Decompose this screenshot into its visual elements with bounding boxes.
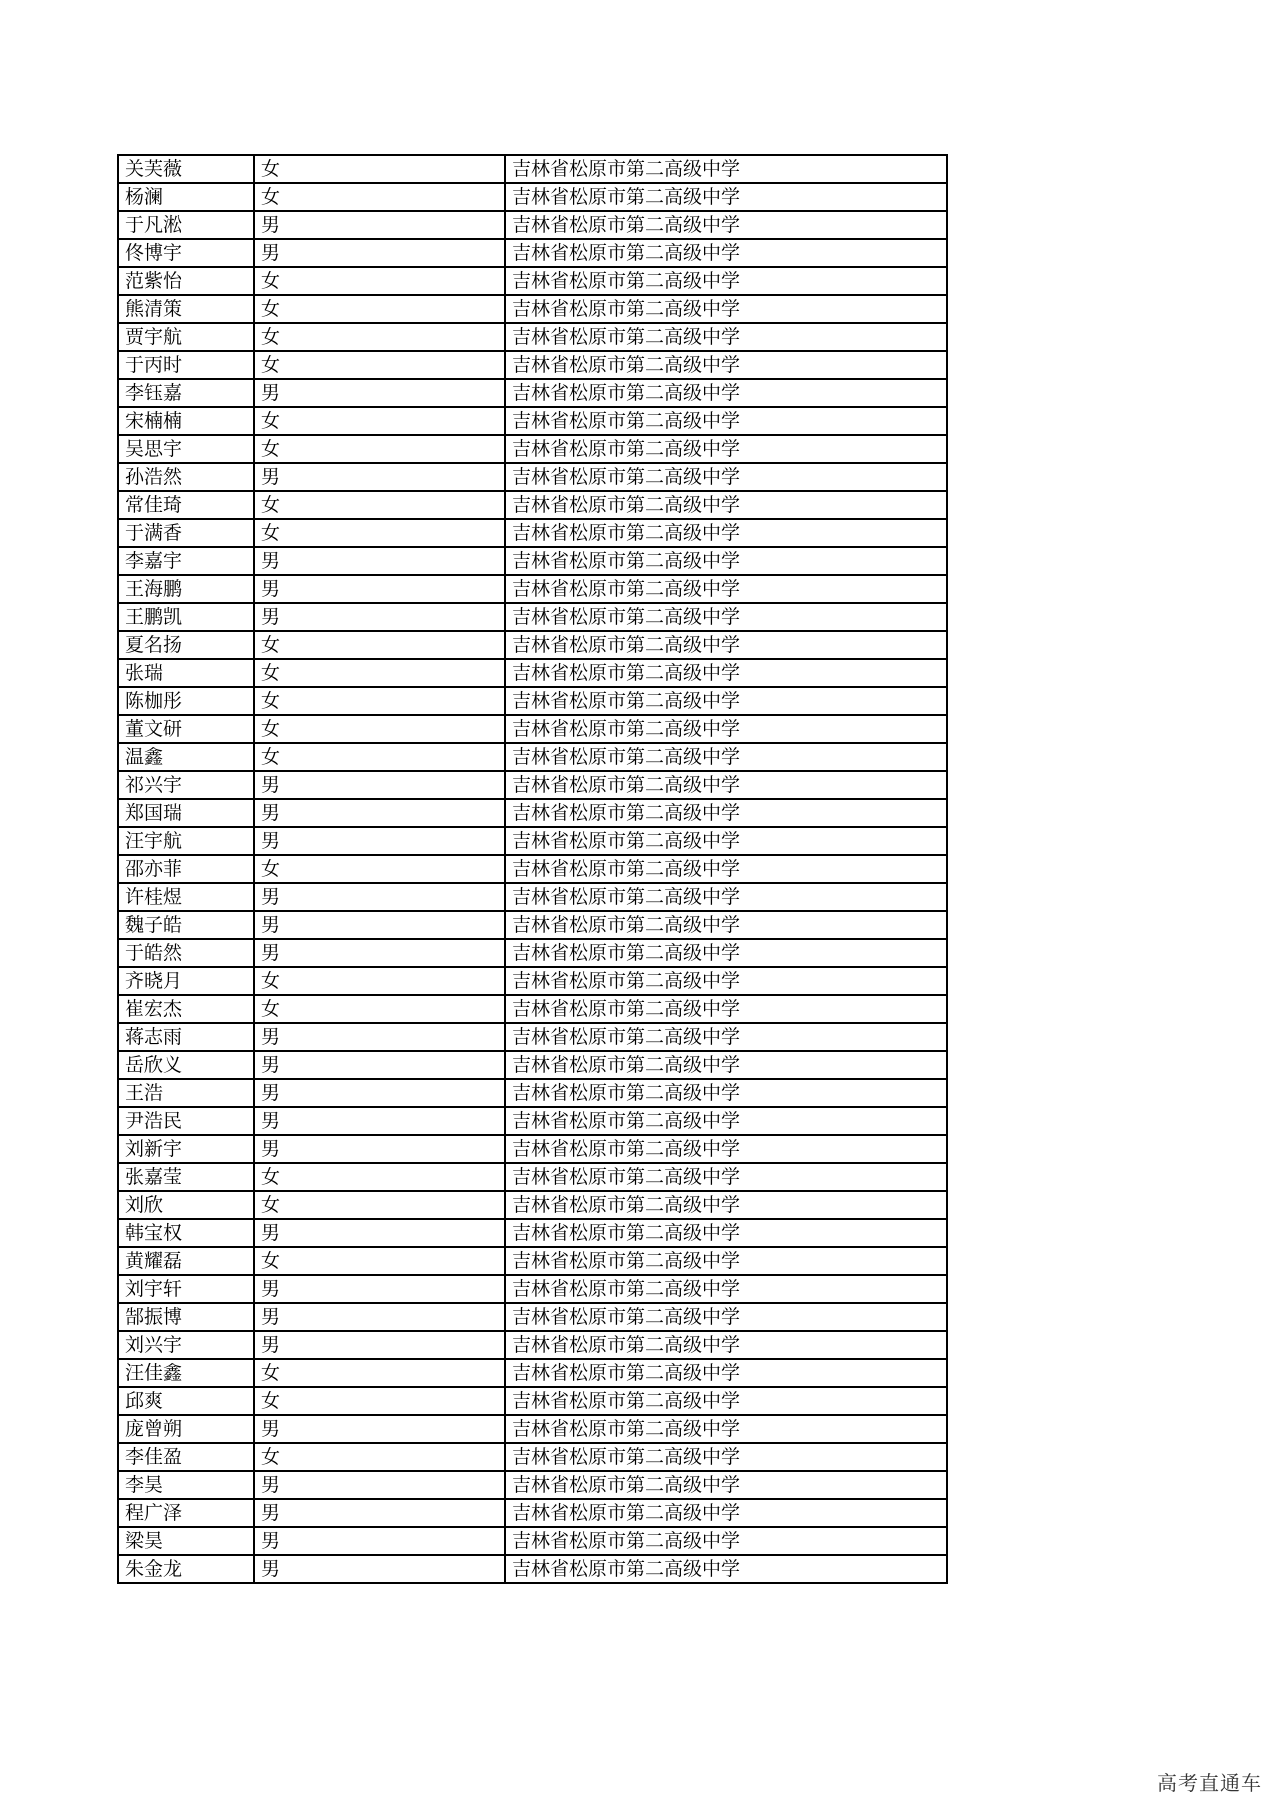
student-school-cell: 吉林省松原市第二高级中学 [505, 295, 947, 323]
student-school-cell: 吉林省松原市第二高级中学 [505, 743, 947, 771]
table-row [118, 323, 947, 351]
student-name-cell: 王鹏凯 [118, 603, 254, 631]
student-gender-cell: 女 [254, 519, 505, 547]
student-gender-cell: 女 [254, 855, 505, 883]
table-row [118, 715, 947, 743]
student-name-cell: 刘宇轩 [118, 1275, 254, 1303]
student-name-cell: 祁兴宇 [118, 771, 254, 799]
student-gender-cell: 男 [254, 1415, 505, 1443]
table-row [118, 155, 947, 183]
student-school-cell: 吉林省松原市第二高级中学 [505, 239, 947, 267]
student-name-cell: 李昊 [118, 1471, 254, 1499]
student-name-cell: 汪宇航 [118, 827, 254, 855]
table-row [118, 547, 947, 575]
student-name-cell: 朱金龙 [118, 1555, 254, 1583]
table-row [118, 771, 947, 799]
student-school-cell: 吉林省松原市第二高级中学 [505, 827, 947, 855]
table-row [118, 351, 947, 379]
table-row [118, 1555, 947, 1583]
student-school-cell: 吉林省松原市第二高级中学 [505, 1023, 947, 1051]
table-row [118, 855, 947, 883]
table-row [118, 379, 947, 407]
student-gender-cell: 女 [254, 687, 505, 715]
student-school-cell: 吉林省松原市第二高级中学 [505, 799, 947, 827]
student-gender-cell: 男 [254, 575, 505, 603]
student-gender-cell: 女 [254, 295, 505, 323]
table-row [118, 1023, 947, 1051]
student-school-cell: 吉林省松原市第二高级中学 [505, 1303, 947, 1331]
student-name-cell: 于皓然 [118, 939, 254, 967]
student-name-cell: 庞曾朔 [118, 1415, 254, 1443]
roster-body [118, 155, 947, 1583]
student-name-cell: 李佳盈 [118, 1443, 254, 1471]
table-row [118, 211, 947, 239]
student-name-cell: 郜振博 [118, 1303, 254, 1331]
student-gender-cell: 女 [254, 1387, 505, 1415]
student-school-cell: 吉林省松原市第二高级中学 [505, 491, 947, 519]
table-row [118, 1359, 947, 1387]
student-name-cell: 黄耀磊 [118, 1247, 254, 1275]
student-gender-cell: 女 [254, 435, 505, 463]
student-gender-cell: 男 [254, 1219, 505, 1247]
student-name-cell: 常佳琦 [118, 491, 254, 519]
student-school-cell: 吉林省松原市第二高级中学 [505, 1051, 947, 1079]
student-gender-cell: 男 [254, 799, 505, 827]
student-gender-cell: 男 [254, 1107, 505, 1135]
student-name-cell: 许桂煜 [118, 883, 254, 911]
table-row [118, 799, 947, 827]
student-school-cell: 吉林省松原市第二高级中学 [505, 519, 947, 547]
student-school-cell: 吉林省松原市第二高级中学 [505, 1079, 947, 1107]
table-row [118, 1275, 947, 1303]
student-gender-cell: 男 [254, 1555, 505, 1583]
student-school-cell: 吉林省松原市第二高级中学 [505, 911, 947, 939]
table-row [118, 967, 947, 995]
student-name-cell: 宋楠楠 [118, 407, 254, 435]
student-name-cell: 关芙薇 [118, 155, 254, 183]
table-row [118, 1051, 947, 1079]
student-name-cell: 温鑫 [118, 743, 254, 771]
student-gender-cell: 男 [254, 1527, 505, 1555]
student-school-cell: 吉林省松原市第二高级中学 [505, 1387, 947, 1415]
student-name-cell: 岳欣义 [118, 1051, 254, 1079]
student-school-cell: 吉林省松原市第二高级中学 [505, 379, 947, 407]
student-gender-cell: 女 [254, 1443, 505, 1471]
student-school-cell: 吉林省松原市第二高级中学 [505, 1135, 947, 1163]
student-gender-cell: 女 [254, 1359, 505, 1387]
student-school-cell: 吉林省松原市第二高级中学 [505, 687, 947, 715]
student-school-cell: 吉林省松原市第二高级中学 [505, 939, 947, 967]
table-row [118, 1499, 947, 1527]
student-gender-cell: 男 [254, 211, 505, 239]
student-name-cell: 张瑞 [118, 659, 254, 687]
student-name-cell: 范紫怡 [118, 267, 254, 295]
student-name-cell: 张嘉莹 [118, 1163, 254, 1191]
student-school-cell: 吉林省松原市第二高级中学 [505, 1555, 947, 1583]
student-school-cell: 吉林省松原市第二高级中学 [505, 967, 947, 995]
student-name-cell: 熊清策 [118, 295, 254, 323]
table-row [118, 1303, 947, 1331]
table-row [118, 519, 947, 547]
student-school-cell: 吉林省松原市第二高级中学 [505, 323, 947, 351]
table-row [118, 743, 947, 771]
student-school-cell: 吉林省松原市第二高级中学 [505, 659, 947, 687]
student-school-cell: 吉林省松原市第二高级中学 [505, 1247, 947, 1275]
student-name-cell: 韩宝权 [118, 1219, 254, 1247]
student-name-cell: 齐晓月 [118, 967, 254, 995]
student-school-cell: 吉林省松原市第二高级中学 [505, 463, 947, 491]
student-school-cell: 吉林省松原市第二高级中学 [505, 1471, 947, 1499]
student-gender-cell: 男 [254, 547, 505, 575]
student-school-cell: 吉林省松原市第二高级中学 [505, 855, 947, 883]
student-gender-cell: 男 [254, 1499, 505, 1527]
student-gender-cell: 男 [254, 463, 505, 491]
student-school-cell: 吉林省松原市第二高级中学 [505, 435, 947, 463]
student-name-cell: 邵亦菲 [118, 855, 254, 883]
table-row [118, 491, 947, 519]
table-row [118, 659, 947, 687]
student-name-cell: 杨澜 [118, 183, 254, 211]
student-name-cell: 佟博宇 [118, 239, 254, 267]
student-gender-cell: 女 [254, 967, 505, 995]
student-gender-cell: 女 [254, 1191, 505, 1219]
watermark-text: 高考直通车 [1157, 1771, 1262, 1795]
student-name-cell: 于满香 [118, 519, 254, 547]
table-row [118, 407, 947, 435]
student-gender-cell: 男 [254, 603, 505, 631]
student-name-cell: 王海鹏 [118, 575, 254, 603]
table-row [118, 939, 947, 967]
table-row [118, 183, 947, 211]
student-school-cell: 吉林省松原市第二高级中学 [505, 183, 947, 211]
student-name-cell: 梁昊 [118, 1527, 254, 1555]
student-gender-cell: 女 [254, 743, 505, 771]
table-row [118, 267, 947, 295]
student-gender-cell: 男 [254, 771, 505, 799]
student-gender-cell: 男 [254, 1275, 505, 1303]
student-school-cell: 吉林省松原市第二高级中学 [505, 267, 947, 295]
student-name-cell: 孙浩然 [118, 463, 254, 491]
student-name-cell: 刘欣 [118, 1191, 254, 1219]
student-gender-cell: 男 [254, 1051, 505, 1079]
table-row [118, 911, 947, 939]
student-name-cell: 于丙时 [118, 351, 254, 379]
student-gender-cell: 女 [254, 183, 505, 211]
student-gender-cell: 女 [254, 1247, 505, 1275]
student-school-cell: 吉林省松原市第二高级中学 [505, 1443, 947, 1471]
student-school-cell: 吉林省松原市第二高级中学 [505, 575, 947, 603]
table-row [118, 1471, 947, 1499]
table-row [118, 1107, 947, 1135]
student-school-cell: 吉林省松原市第二高级中学 [505, 155, 947, 183]
student-school-cell: 吉林省松原市第二高级中学 [505, 1499, 947, 1527]
student-name-cell: 程广泽 [118, 1499, 254, 1527]
student-gender-cell: 男 [254, 1079, 505, 1107]
table-row [118, 1415, 947, 1443]
table-row [118, 1247, 947, 1275]
student-name-cell: 邱爽 [118, 1387, 254, 1415]
student-gender-cell: 男 [254, 239, 505, 267]
student-gender-cell: 女 [254, 407, 505, 435]
student-gender-cell: 女 [254, 715, 505, 743]
student-gender-cell: 男 [254, 1331, 505, 1359]
student-gender-cell: 女 [254, 659, 505, 687]
table-row [118, 295, 947, 323]
student-school-cell: 吉林省松原市第二高级中学 [505, 407, 947, 435]
table-row [118, 827, 947, 855]
student-name-cell: 贾宇航 [118, 323, 254, 351]
student-gender-cell: 男 [254, 939, 505, 967]
student-school-cell: 吉林省松原市第二高级中学 [505, 547, 947, 575]
table-row [118, 435, 947, 463]
table-row [118, 239, 947, 267]
student-school-cell: 吉林省松原市第二高级中学 [505, 211, 947, 239]
student-school-cell: 吉林省松原市第二高级中学 [505, 1191, 947, 1219]
table-row [118, 687, 947, 715]
table-row [118, 1387, 947, 1415]
student-name-cell: 陈枷彤 [118, 687, 254, 715]
table-row [118, 575, 947, 603]
student-name-cell: 李嘉宇 [118, 547, 254, 575]
student-name-cell: 崔宏杰 [118, 995, 254, 1023]
student-gender-cell: 女 [254, 267, 505, 295]
table-row [118, 995, 947, 1023]
student-school-cell: 吉林省松原市第二高级中学 [505, 771, 947, 799]
student-school-cell: 吉林省松原市第二高级中学 [505, 1359, 947, 1387]
student-school-cell: 吉林省松原市第二高级中学 [505, 1107, 947, 1135]
table-row [118, 1135, 947, 1163]
student-gender-cell: 女 [254, 323, 505, 351]
table-row [118, 603, 947, 631]
student-name-cell: 董文研 [118, 715, 254, 743]
student-school-cell: 吉林省松原市第二高级中学 [505, 351, 947, 379]
student-name-cell: 汪佳鑫 [118, 1359, 254, 1387]
student-name-cell: 蒋志雨 [118, 1023, 254, 1051]
student-school-cell: 吉林省松原市第二高级中学 [505, 883, 947, 911]
student-gender-cell: 男 [254, 1303, 505, 1331]
table-row [118, 1527, 947, 1555]
student-school-cell: 吉林省松原市第二高级中学 [505, 631, 947, 659]
student-gender-cell: 男 [254, 827, 505, 855]
table-row [118, 1163, 947, 1191]
student-name-cell: 吴思宇 [118, 435, 254, 463]
table-row [118, 631, 947, 659]
student-gender-cell: 女 [254, 351, 505, 379]
table-row [118, 1443, 947, 1471]
student-school-cell: 吉林省松原市第二高级中学 [505, 1219, 947, 1247]
student-name-cell: 尹浩民 [118, 1107, 254, 1135]
student-gender-cell: 女 [254, 491, 505, 519]
student-roster-table [117, 154, 948, 1584]
student-school-cell: 吉林省松原市第二高级中学 [505, 603, 947, 631]
student-gender-cell: 男 [254, 1135, 505, 1163]
table-row [118, 463, 947, 491]
student-name-cell: 于凡淞 [118, 211, 254, 239]
student-gender-cell: 男 [254, 379, 505, 407]
student-school-cell: 吉林省松原市第二高级中学 [505, 1163, 947, 1191]
student-gender-cell: 女 [254, 995, 505, 1023]
student-school-cell: 吉林省松原市第二高级中学 [505, 995, 947, 1023]
student-school-cell: 吉林省松原市第二高级中学 [505, 1275, 947, 1303]
student-gender-cell: 男 [254, 911, 505, 939]
student-gender-cell: 男 [254, 1471, 505, 1499]
student-name-cell: 王浩 [118, 1079, 254, 1107]
student-gender-cell: 男 [254, 1023, 505, 1051]
table-row [118, 1331, 947, 1359]
student-gender-cell: 女 [254, 1163, 505, 1191]
table-row [118, 1191, 947, 1219]
student-school-cell: 吉林省松原市第二高级中学 [505, 1415, 947, 1443]
student-name-cell: 夏名扬 [118, 631, 254, 659]
student-gender-cell: 男 [254, 883, 505, 911]
table-row [118, 1079, 947, 1107]
student-name-cell: 魏子皓 [118, 911, 254, 939]
student-gender-cell: 女 [254, 155, 505, 183]
student-name-cell: 李钰嘉 [118, 379, 254, 407]
table-row [118, 883, 947, 911]
student-name-cell: 刘兴宇 [118, 1331, 254, 1359]
student-name-cell: 郑国瑞 [118, 799, 254, 827]
student-name-cell: 刘新宇 [118, 1135, 254, 1163]
student-school-cell: 吉林省松原市第二高级中学 [505, 1331, 947, 1359]
table-row [118, 1219, 947, 1247]
student-gender-cell: 女 [254, 631, 505, 659]
student-school-cell: 吉林省松原市第二高级中学 [505, 715, 947, 743]
student-school-cell: 吉林省松原市第二高级中学 [505, 1527, 947, 1555]
